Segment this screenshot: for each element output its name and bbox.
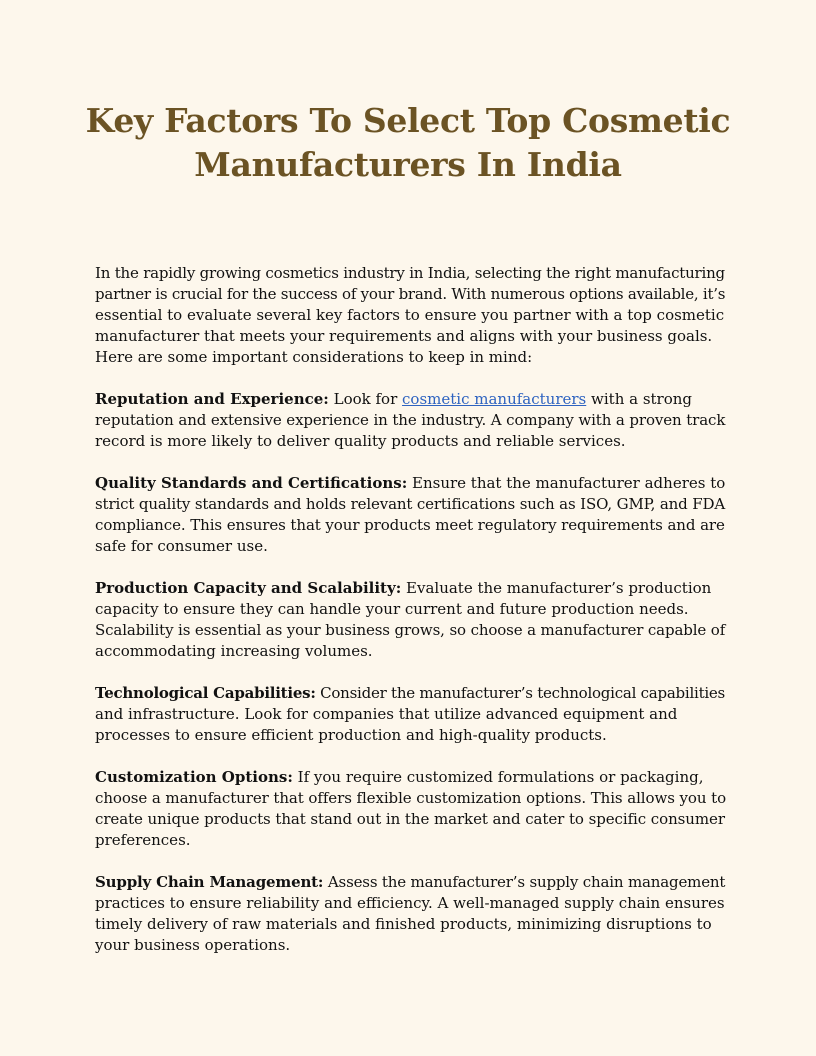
section-line: your business operations. [95,936,291,954]
section-first-line [95,389,725,410]
section-text: with a strong [591,390,693,408]
section-heading: Technological Capabilities: [95,684,316,702]
section-line: create unique products that stand out in the market and cater to specific consumer [95,810,725,828]
section-heading: Quality Standards and Certifications: [95,474,408,492]
intro-line: manufacturer that meets your requirements and aligns with your business goals. [95,327,713,345]
section-customization [95,767,725,851]
section-line: strict quality standards and holds relevant certifications such as ISO, GMP, and FDA [95,495,726,513]
section-line: practices to ensure reliability and efficiency. A well-managed supply chain ensures [95,894,725,912]
section-heading: Production Capacity and Scalability: [95,579,402,597]
section-line: Scalability is essential as your business grows, so choose a manufacturer capable of [95,621,726,639]
section-first-line [95,767,725,788]
section-first-line [95,683,725,704]
section-heading: Reputation and Experience: [95,390,329,408]
section-line: record is more likely to deliver quality products and reliable services. [95,432,626,450]
section-capacity [95,578,725,662]
section-first-line [95,578,725,599]
intro-line: In the rapidly growing cosmetics industry in India, selecting the right manufacturing [95,264,725,282]
section-line: reputation and extensive experience in the industry. A company with a proven track [95,411,726,429]
section-text: Look for [333,390,398,408]
section-line: safe for consumer use. [95,537,268,555]
section-line: processes to ensure efficient production and high-quality products. [95,726,607,744]
title-line-1: Key Factors To Select Top Cosmetic [85,101,731,140]
title-line-2: Manufacturers In India [194,145,622,184]
section-reputation [95,389,725,452]
section-line: timely delivery of raw materials and finished products, minimizing disruptions to [95,915,712,933]
section-heading: Supply Chain Management: [95,873,324,891]
section-quality [95,473,725,557]
page-title [60,99,756,187]
section-heading: Customization Options: [95,768,293,786]
intro-line: partner is crucial for the success of your brand. With numerous options available, it’s [95,285,726,303]
section-line: compliance. This ensures that your products meet regulatory requirements and are [95,516,725,534]
section-text: Assess the manufacturer’s supply chain management [327,873,726,891]
intro-paragraph [95,263,725,368]
section-supply-chain [95,872,725,956]
section-first-line [95,872,725,893]
section-line: and infrastructure. Look for companies that utilize advanced equipment and [95,705,678,723]
intro-line: Here are some important considerations to keep in mind: [95,348,533,366]
section-text: Evaluate the manufacturer’s production [406,579,712,597]
cosmetic-manufacturers-link[interactable]: cosmetic manufacturers [402,390,587,408]
intro-line: essential to evaluate several key factors to ensure you partner with a top cosmetic [95,306,725,324]
section-line: accommodating increasing volumes. [95,642,373,660]
document-body [95,263,725,977]
section-text: Consider the manufacturer’s technological capabilities [320,684,725,702]
section-text: If you require customized formulations or packaging, [297,768,704,786]
section-line: capacity to ensure they can handle your current and future production needs. [95,600,689,618]
section-text: Ensure that the manufacturer adheres to [412,474,726,492]
section-technology [95,683,725,746]
section-first-line [95,473,725,494]
section-line: preferences. [95,831,191,849]
section-line: choose a manufacturer that offers flexible customization options. This allows you to [95,789,727,807]
